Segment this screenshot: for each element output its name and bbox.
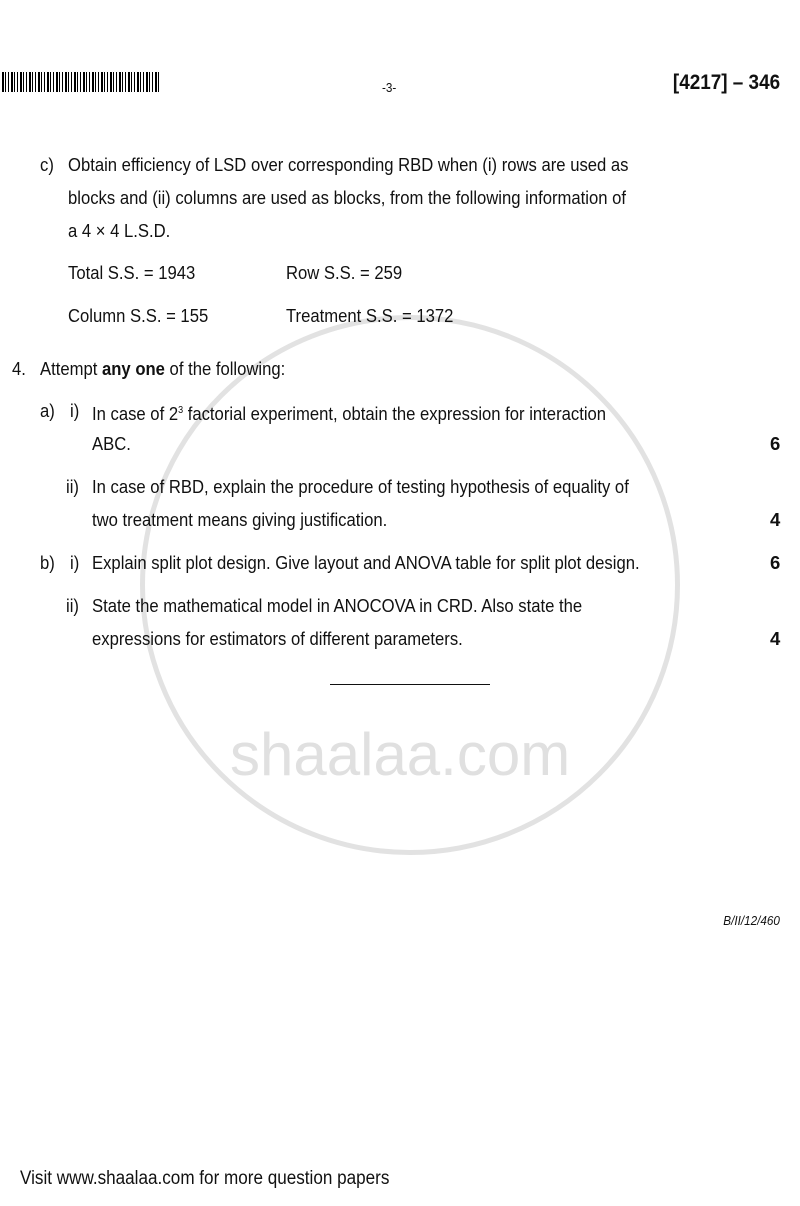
- q4ai-line: [92, 400, 606, 425]
- q4aii-line: In case of RBD, explain the procedure of testing hypothesis of equality of: [92, 476, 629, 497]
- treatment-ss: Treatment S.S. = 1372: [286, 305, 454, 326]
- q3c-line: Obtain efficiency of LSD over corresponding RBD when (i) rows are used as: [68, 154, 629, 175]
- q4bi-label: i): [70, 552, 80, 573]
- instr-post: of the following:: [164, 358, 286, 379]
- reference-code: B/II/12/460: [723, 913, 780, 928]
- barcode: [2, 72, 160, 92]
- q3c-line: a 4 × 4 L.S.D.: [68, 220, 171, 241]
- instr-pre: Attempt: [40, 358, 103, 379]
- q4a-label: a): [40, 400, 55, 421]
- marks: 6: [770, 433, 781, 454]
- text: In case of 2: [92, 403, 179, 425]
- q4ai-line: ABC.: [92, 433, 131, 454]
- q4bii-line: expressions for estimators of different parameters.: [92, 628, 463, 649]
- total-ss: Total S.S. = 1943: [68, 262, 196, 283]
- end-rule: [330, 684, 490, 685]
- q4bii-label: ii): [66, 595, 79, 616]
- page-number: -3-: [382, 80, 397, 95]
- paper-code: [4217] – 346: [672, 71, 780, 94]
- text: factorial experiment, obtain the expression for interaction: [183, 403, 607, 425]
- column-ss: Column S.S. = 155: [68, 305, 209, 326]
- q4ai-label: i): [70, 400, 80, 421]
- q3c-line: blocks and (ii) columns are used as blocks, from the following information of: [68, 187, 627, 208]
- instr-bold: any one: [102, 358, 165, 379]
- q4b-label: b): [40, 552, 55, 573]
- row-ss: Row S.S. = 259: [286, 262, 403, 283]
- footer-text: Visit www.shaalaa.com for more question papers: [20, 1168, 390, 1189]
- q4aii-line: two treatment means giving justification.: [92, 509, 388, 530]
- superscript: 3: [178, 405, 184, 416]
- watermark-text: shaalaa.com: [230, 721, 571, 788]
- q4aii-label: ii): [66, 476, 79, 497]
- q4bi-line: Explain split plot design. Give layout and ANOVA table for split plot design.: [92, 552, 640, 573]
- q4-number: 4.: [12, 358, 26, 379]
- q3c-label: c): [40, 154, 54, 175]
- q4bii-line: State the mathematical model in ANOCOVA in CRD. Also state the: [92, 595, 583, 616]
- marks: 4: [770, 509, 781, 530]
- marks: 6: [770, 552, 781, 573]
- marks: 4: [770, 628, 781, 649]
- q4-instruction: [40, 358, 285, 380]
